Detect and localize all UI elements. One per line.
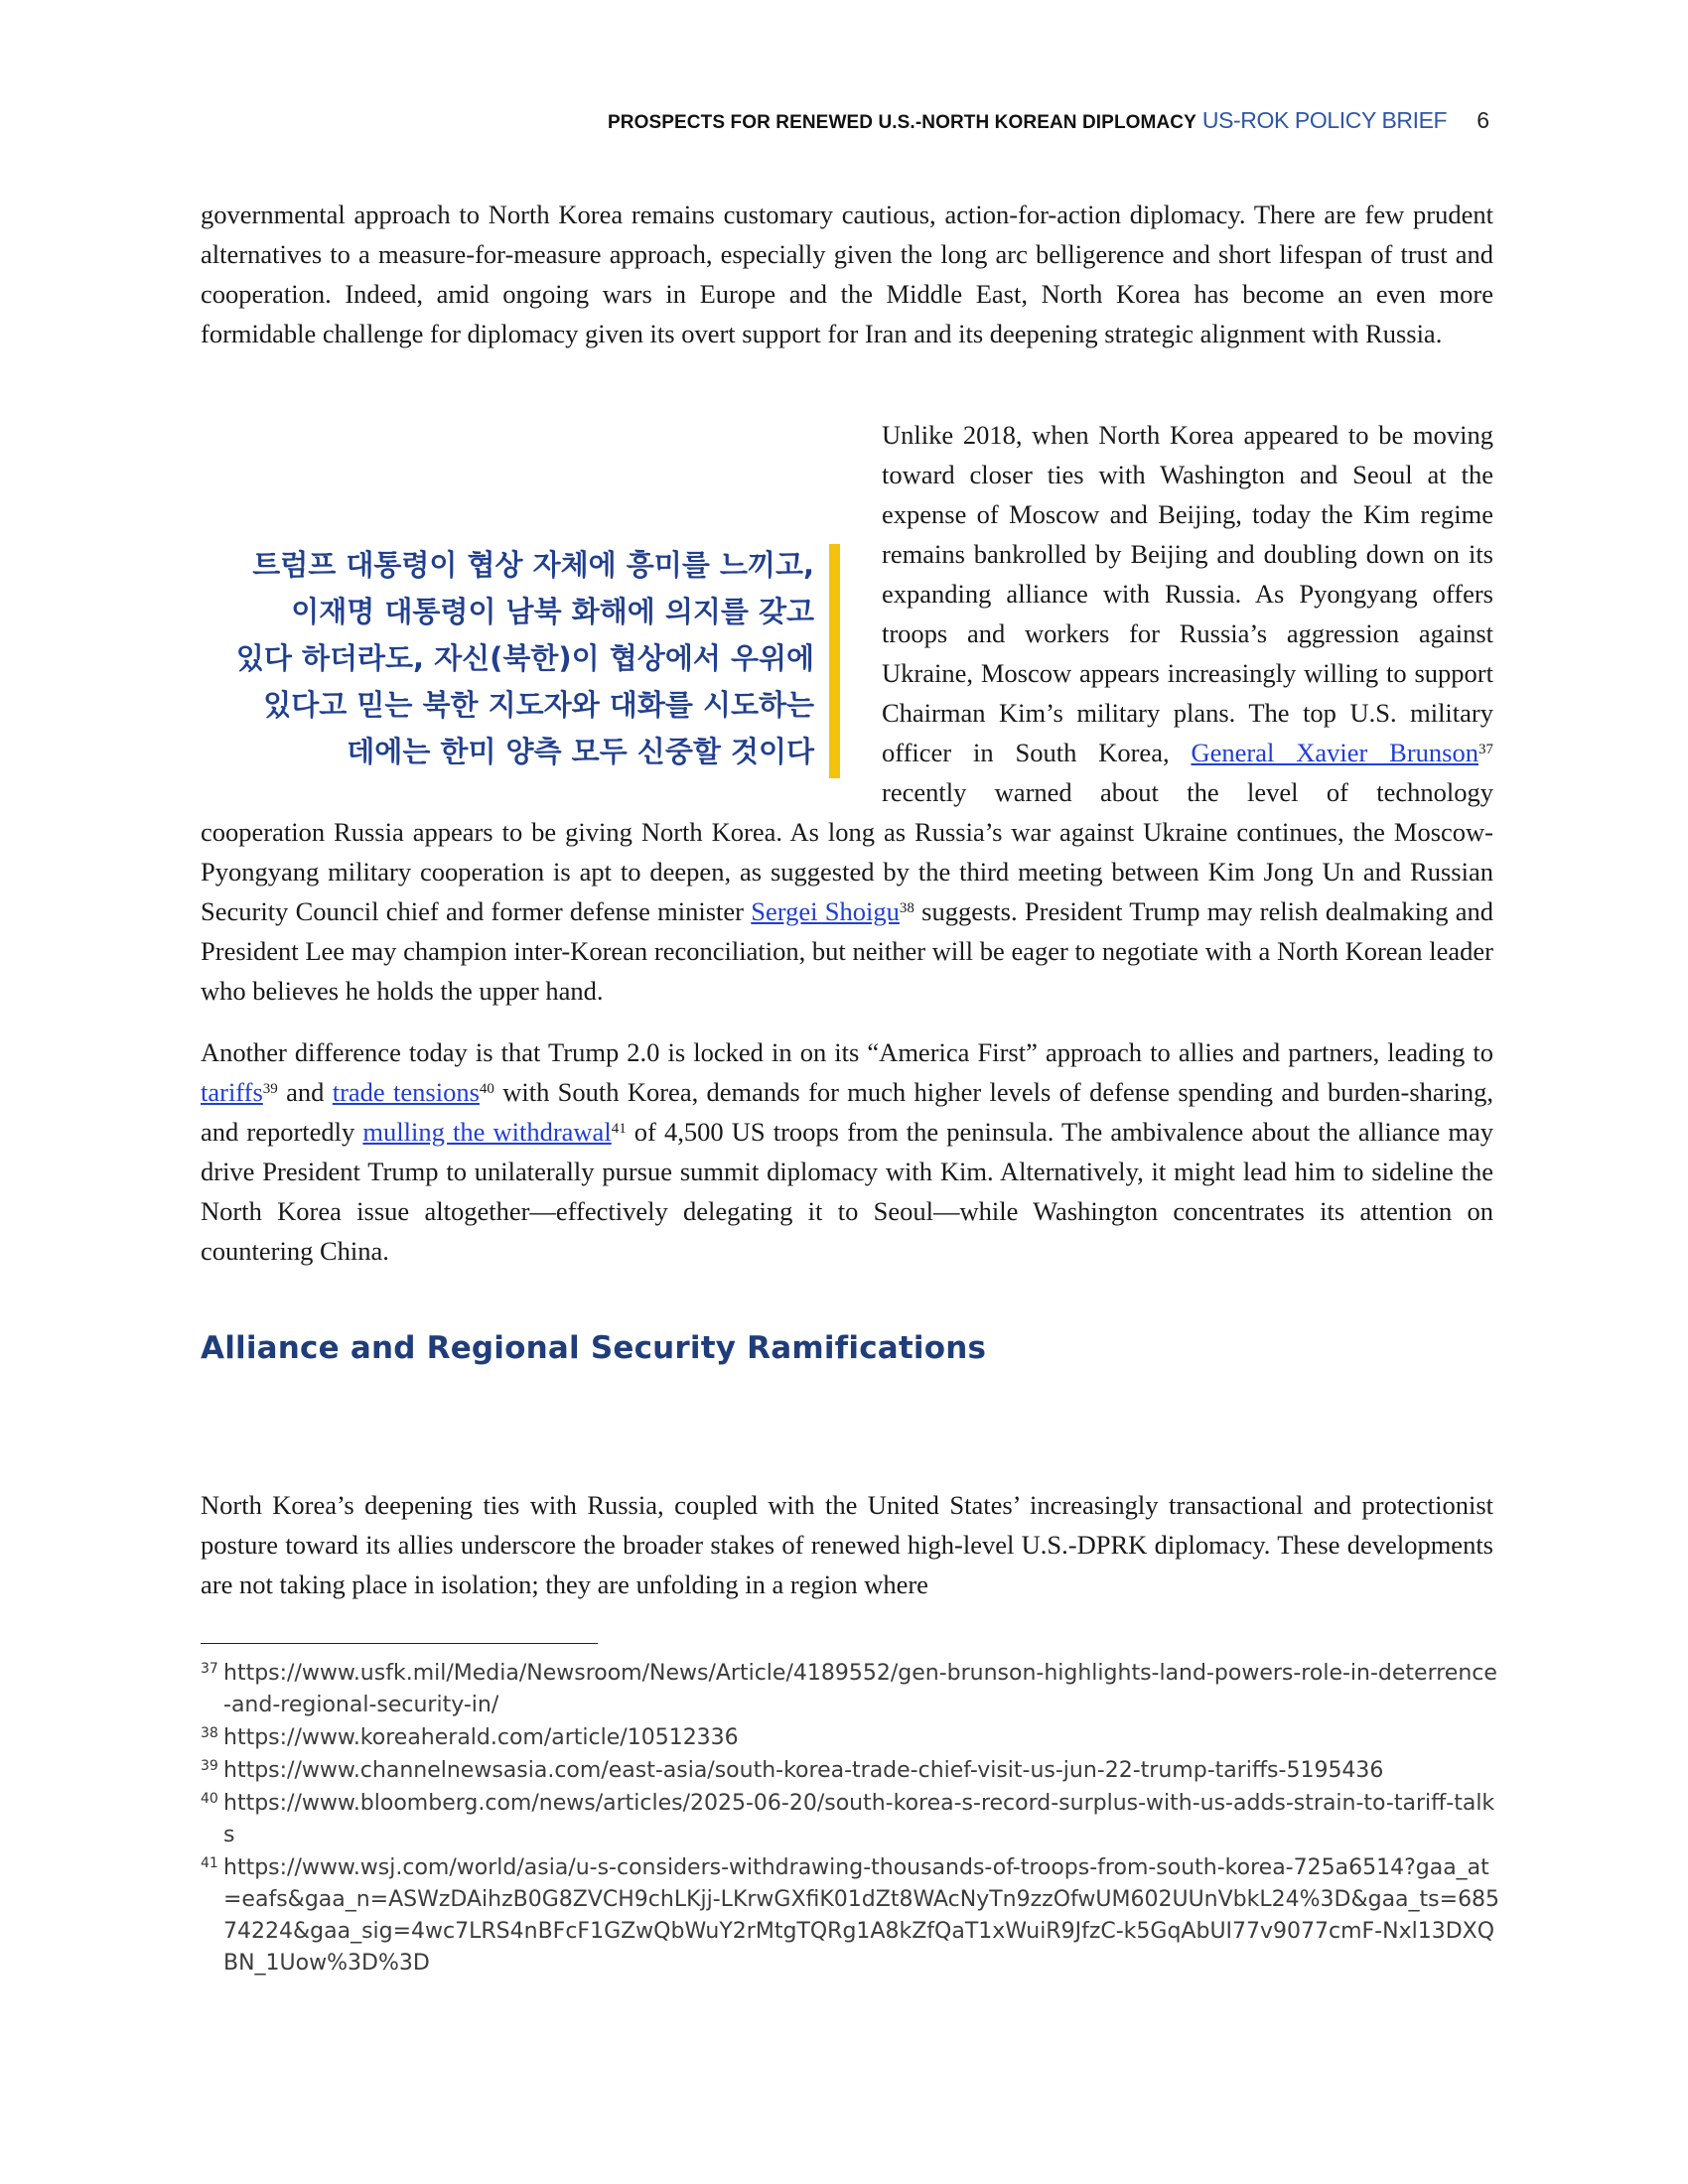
pull-quote (201, 542, 882, 780)
footnote-url[interactable]: https://www.channelnewsasia.com/east-asia/south-korea-trade-chief-visit-us-jun-22-trump-tariffs-5195436 (223, 1758, 1384, 1783)
pull-quote-line: 데에는 한미 양측 모두 신중할 것이다 (347, 735, 814, 768)
footnote-ref-39: 39 (262, 1081, 278, 1098)
link-tariffs[interactable]: tariffs (201, 1077, 263, 1107)
paragraph-2-part-a: Unlike 2018, when North Korea appeared to be moving toward closer ties with Washington and Seoul at the expense of Moscow and Beijing, today the Kim regime remains bankrolled by Beijing and doubling down on its expanding alliance with Russia. As Pyongyang offers troops and workers for Russia’s aggression against Ukraine, Moscow appears increasingly willing to support Chairman Kim’s military plans. The top U.S. military officer in South Korea, (882, 420, 1493, 767)
paragraph-1 (201, 195, 1493, 353)
paragraph-3-part-d: of 4,500 US troops from the peninsula. The ambivalence about the alliance may drive President Trump to unilaterally pursue summit diplomacy with Kim. Alternatively, it might lead him to sideline the North Korea issue altogether—effectively delegating it to Seoul—while Washington concentrates its attention on countering China. (201, 1117, 1493, 1266)
footnote-37 (201, 1658, 1501, 1721)
footnote-ref-37: 37 (1478, 742, 1493, 758)
header-title: PROSPECTS FOR RENEWED U.S.-NORTH KOREAN DIPLOMACY (608, 112, 1196, 133)
pull-quote-accent-bar (829, 544, 840, 778)
pull-quote-text (201, 542, 836, 775)
page-number: 6 (1477, 107, 1489, 133)
footnote-41 (201, 1852, 1501, 1979)
pull-quote-line: 이재명 대통령이 남북 화해에 의지를 갖고 (291, 595, 814, 628)
footnote-number: 41 (201, 1855, 218, 1871)
paragraph-3-text (201, 1032, 1493, 1271)
footnote-separator (201, 1643, 598, 1644)
header-series-label: US-ROK POLICY BRIEF (1201, 107, 1448, 133)
footnote-number: 40 (201, 1791, 218, 1807)
paragraph-2 (201, 415, 1493, 1271)
link-trade-tensions[interactable]: trade tensions (332, 1077, 480, 1107)
footnote-ref-41: 41 (611, 1121, 627, 1138)
paragraph-3-part-c: with South Korea, demands for much higher levels of defense spending and burden-sharing, and reportedly (201, 1077, 1493, 1147)
paragraph-4-text: North Korea’s deepening ties with Russia, coupled with the United States’ increasingly transactional and protectionist posture toward its allies underscore the broader stakes of renewed high-level U.S.-DPRK diplomacy. These developments are not taking place in isolation; they are unfolding in a region where (201, 1490, 1493, 1599)
pull-quote-line: 있다고 믿는 북한 지도자와 대화를 시도하는 (263, 688, 814, 722)
link-mulling-the-withdrawal[interactable]: mulling the withdrawal (362, 1117, 612, 1147)
paragraph-3-part-a: Another difference today is that Trump 2.0 is locked in on its “America First” approach to allies and partners, leading to (201, 1037, 1493, 1067)
paragraph-4 (201, 1485, 1493, 1604)
paragraph-2-part-c: suggests. President Trump may relish dealmaking and President Lee may champion inter-Korean reconciliation, but neither will be eager to negotiate with a North Korean leader who believes he holds the upper hand. (201, 896, 1493, 1006)
footnote-url[interactable]: https://www.bloomberg.com/news/articles/2025-06-20/south-korea-s-record-surplus-with-us-adds-strain-to-tariff-talks (223, 1791, 1495, 1847)
footnote-ref-38: 38 (899, 900, 914, 917)
paragraph-3-part-b: and (277, 1077, 333, 1107)
footnote-39 (201, 1755, 1501, 1787)
pull-quote-line: 트럼프 대통령이 협상 자체에 흥미를 느끼고, (252, 548, 814, 582)
running-header (199, 107, 1489, 143)
pull-quote-line: 있다 하더라도, 자신(북한)이 협상에서 우위에 (235, 641, 814, 675)
link-general-brunson[interactable]: General Xavier Brunson (1191, 738, 1478, 767)
footnote-number: 38 (201, 1725, 218, 1741)
footnote-ref-40: 40 (479, 1081, 494, 1098)
footnote-number: 39 (201, 1758, 218, 1774)
paragraph-2-text (201, 415, 1493, 1011)
footnote-38 (201, 1722, 1501, 1754)
paragraph-1-text: governmental approach to North Korea remains customary cautious, action-for-action diplomacy. There are few prudent alternatives to a measure-for-measure approach, especially given the long arc belligerence and short lifespan of trust and cooperation. Indeed, amid ongoing wars in Europe and the Middle East, North Korea has become an even more formidable challenge for diplomacy given its overt support for Iran and its deepening strategic alignment with Russia. (201, 200, 1493, 348)
footnote-url[interactable]: https://www.koreaherald.com/article/10512336 (223, 1725, 739, 1750)
section-heading: Alliance and Regional Security Ramifications (201, 1330, 987, 1366)
footnote-number: 37 (201, 1661, 218, 1677)
footnote-url[interactable]: https://www.usfk.mil/Media/Newsroom/News/Article/4189552/gen-brunson-highlights-land-powers-role-in-deterrence-and-regional-security-in/ (223, 1661, 1497, 1717)
link-sergei-shoigu[interactable]: Sergei Shoigu (751, 896, 900, 926)
footnote-40 (201, 1788, 1501, 1851)
footnotes (201, 1658, 1501, 1980)
footnote-url[interactable]: https://www.wsj.com/world/asia/u-s-considers-withdrawing-thousands-of-troops-from-south-korea-725a6514?gaa_at=eafs&gaa_n=ASWzDAihzB0G8ZVCH9chLKjj-LKrwGXfiK01dZt8WAcNyTn9zzOfwUM602UUnVbkL24%3D&gaa_ts=68574224&gaa_sig=4wc7LRS4nBFcF1GZwQbWuY2rMtgTQRg1A8kZfQaT1xWuiR9JfzC-k5GqAbUI77v9077cmF-Nxl13DXQBN_1Uow%3D%3D (223, 1855, 1500, 1976)
paragraph-2-part-b: recently warned about the level of technology cooperation Russia appears to be giving North Korea. As long as Russia’s war against Ukraine continues, the Moscow-Pyongyang military cooperation is apt to deepen, as suggested by the third meeting between Kim Jong Un and Russian Security Council chief and former defense minister (201, 777, 1493, 926)
